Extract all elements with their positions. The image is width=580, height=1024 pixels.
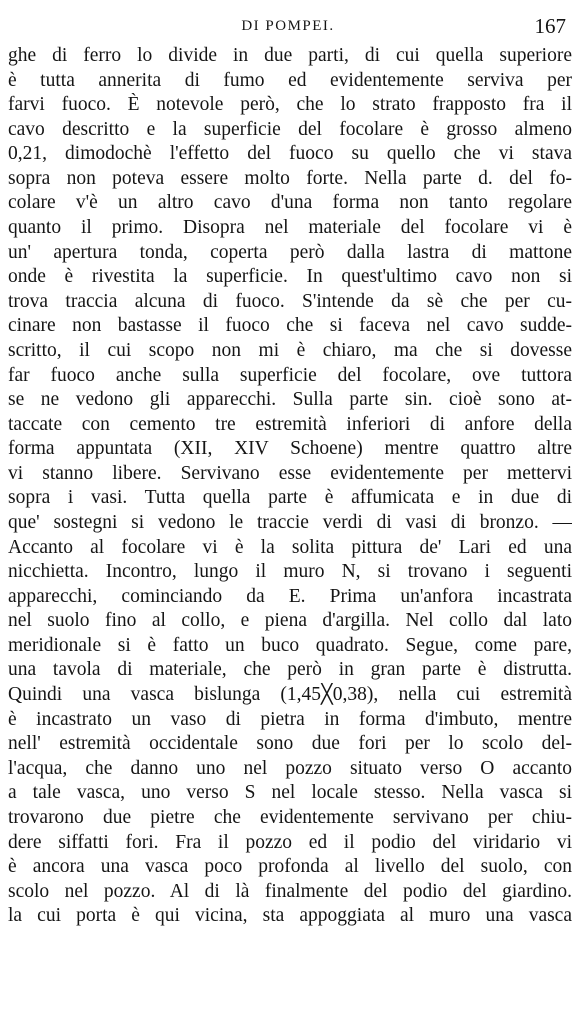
text-line: a tale vasca, uno verso S nel locale stesso. Nella vasca si <box>8 782 572 804</box>
text-line: trovarono due pietre che evidentemente servivano per chiu- <box>8 806 572 828</box>
text-line: cavo descritto e la superficie del focolare è grosso almeno <box>8 118 572 140</box>
text-line: colare v'è un altro cavo d'una forma non tanto regolare <box>8 192 572 214</box>
text-line: cinare non bastasse il fuoco che si faceva nel cavo sudde- <box>8 315 572 337</box>
text-line: trova traccia alcuna di fuoco. S'intende da sè che per cu- <box>8 290 572 312</box>
text-line: la cui porta è qui vicina, sta appoggiata al muro una vasca <box>8 905 572 927</box>
text-line: è tutta annerita di fumo ed evidentemente serviva per <box>8 69 572 91</box>
running-head <box>10 14 566 40</box>
page-number: 167 <box>534 14 566 38</box>
text-line: apparecchi, cominciando da E. Prima un'anfora incastrata <box>8 585 572 607</box>
text-line: nell' estremità occidentale sono due fori per lo scolo del- <box>8 733 572 755</box>
text-line: meridionale si è fatto un buco quadrato. Segue, come pare, <box>8 634 572 656</box>
text-line: è incastrato un vaso di pietra in forma d'imbuto, mentre <box>8 708 572 730</box>
text-line: que' sostegni si vedono le traccie verdi di vasi di bronzo. — <box>8 511 572 533</box>
text-line: dere siffatti fori. Fra il pozzo ed il podio del viridario vi <box>8 831 572 853</box>
text-line: sopra i vasi. Tutta quella parte è affumicata e in due di <box>8 487 572 509</box>
text-line: onde è rivestita la superficie. In quest'ultimo cavo non si <box>8 266 572 288</box>
text-line: una tavola di materiale, che però in gran parte è distrutta. <box>8 659 572 681</box>
text-line: è ancora una vasca poco profonda al livello del suolo, con <box>8 856 572 878</box>
text-line: 0,21, dimodochè l'effetto del fuoco su quello che vi stava <box>8 143 572 165</box>
text-line: nicchietta. Incontro, lungo il muro N, si trovano i seguenti <box>8 561 572 583</box>
text-line: scolo nel pozzo. Al di là finalmente del podio del giardino. <box>8 880 572 902</box>
text-line: forma appuntata (XII, XIV Schoene) mentre quattro altre <box>8 438 572 460</box>
text-line: l'acqua, che danno uno nel pozzo situato verso O accanto <box>8 757 572 779</box>
text-line: sopra non poteva essere molto forte. Nella parte d. del fo- <box>8 167 572 189</box>
text-line: Quindi una vasca bislunga (1,45╳0,38), nella cui estremità <box>8 684 572 706</box>
text-line: nel suolo fino al collo, e piena d'argilla. Nel collo dal lato <box>8 610 572 632</box>
text-line: vi stanno libere. Servivano esse evidentemente per mettervi <box>8 462 572 484</box>
text-line: scritto, il cui scopo non mi è chiaro, ma che si dovesse <box>8 339 572 361</box>
text-line: farvi fuoco. È notevole però, che lo strato frapposto fra il <box>8 94 572 116</box>
body-text <box>8 44 572 929</box>
text-line: un' apertura tonda, coperta però dalla lastra di mattone <box>8 241 572 263</box>
text-line: se ne vedono gli apparecchi. Sulla parte sin. cioè sono at- <box>8 389 572 411</box>
text-line: ghe di ferro lo divide in due parti, di cui quella superiore <box>8 45 572 66</box>
text-line: taccate con cemento tre estremità inferiori di anfore della <box>8 413 572 435</box>
text-line: Accanto al focolare vi è la solita pittura de' Lari ed una <box>8 536 572 558</box>
text-line: far fuoco anche sulla superficie del focolare, ove tuttora <box>8 364 572 386</box>
running-title: DI POMPEI. <box>241 18 335 34</box>
text-line: quanto il primo. Disopra nel materiale del focolare vi è <box>8 217 572 239</box>
